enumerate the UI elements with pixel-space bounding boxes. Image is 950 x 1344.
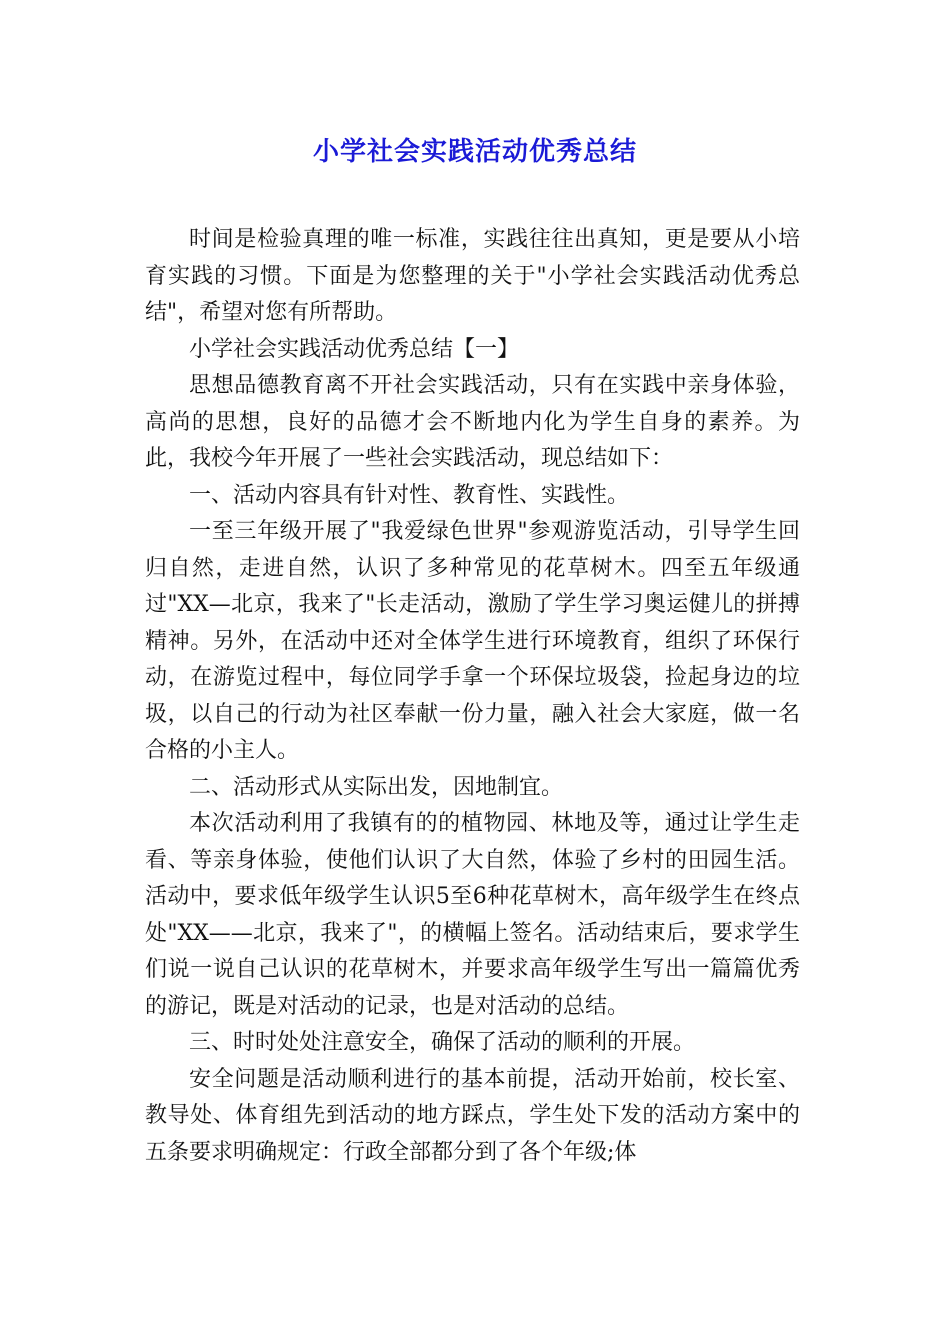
paragraph: 思想品德教育离不开社会实践活动，只有在实践中亲身体验，高尚的思想，良好的品德才会不断地内化为学生自身的素养。为此，我校今年开展了一些社会实践活动，现总结如下： [145,373,800,471]
subsection-heading: 二、活动形式从实际出发，因地制宜。 [189,774,564,800]
section-heading: 小学社会实践活动优秀总结【一】 [189,336,520,362]
document-body [145,222,800,1171]
subsection-heading: 一、活动内容具有针对性、教育性、实践性。 [189,482,630,508]
paragraph: 安全问题是活动顺利进行的基本前提，活动开始前，校长室、教导处、体育组先到活动的地方踩点，学生处下发的活动方案中的五条要求明确规定：行政全部都分到了各个年级;体 [145,1066,800,1165]
document-title: 小学社会实践活动优秀总结 [312,137,637,167]
subsection-heading: 三、时时处处注意安全，确保了活动的顺利的开展。 [189,1030,696,1055]
paragraph: 时间是检验真理的唯一标准，实践往往出真知，更是要从小培育实践的习惯。下面是为您整理的关于"小学社会实践活动优秀总结"，希望对您有所帮助。 [145,227,800,325]
paragraph: 本次活动利用了我镇有的的植物园、林地及等，通过让学生走看、等亲身体验，使他们认识了大自然，体验了乡村的田园生活。活动中，要求低年级学生认识5至6种花草树木，高年级学生在终点处"XX——北京，我来了"，的横幅上签名。活动结束后，要求学生们说一说自己认识的花草树木，并要求高年级学生写出一篇篇优秀的游记，既是对活动的记录，也是对活动的总结。 [145,811,800,1019]
paragraph: 一至三年级开展了"我爱绿色世界"参观游览活动，引导学生回归自然，走进自然，认识了多种常见的花草树木。四至五年级通过"XX—北京，我来了"长走活动，激励了学生学习奥运健儿的拼搏精神。另外，在活动中还对全体学生进行环境教育，组织了环保行动，在游览过程中，每位同学手拿一个环保垃圾袋，捡起身边的垃圾，以自己的行动为社区奉献一份力量，融入社会大家庭，做一名合格的小主人。 [145,519,800,763]
